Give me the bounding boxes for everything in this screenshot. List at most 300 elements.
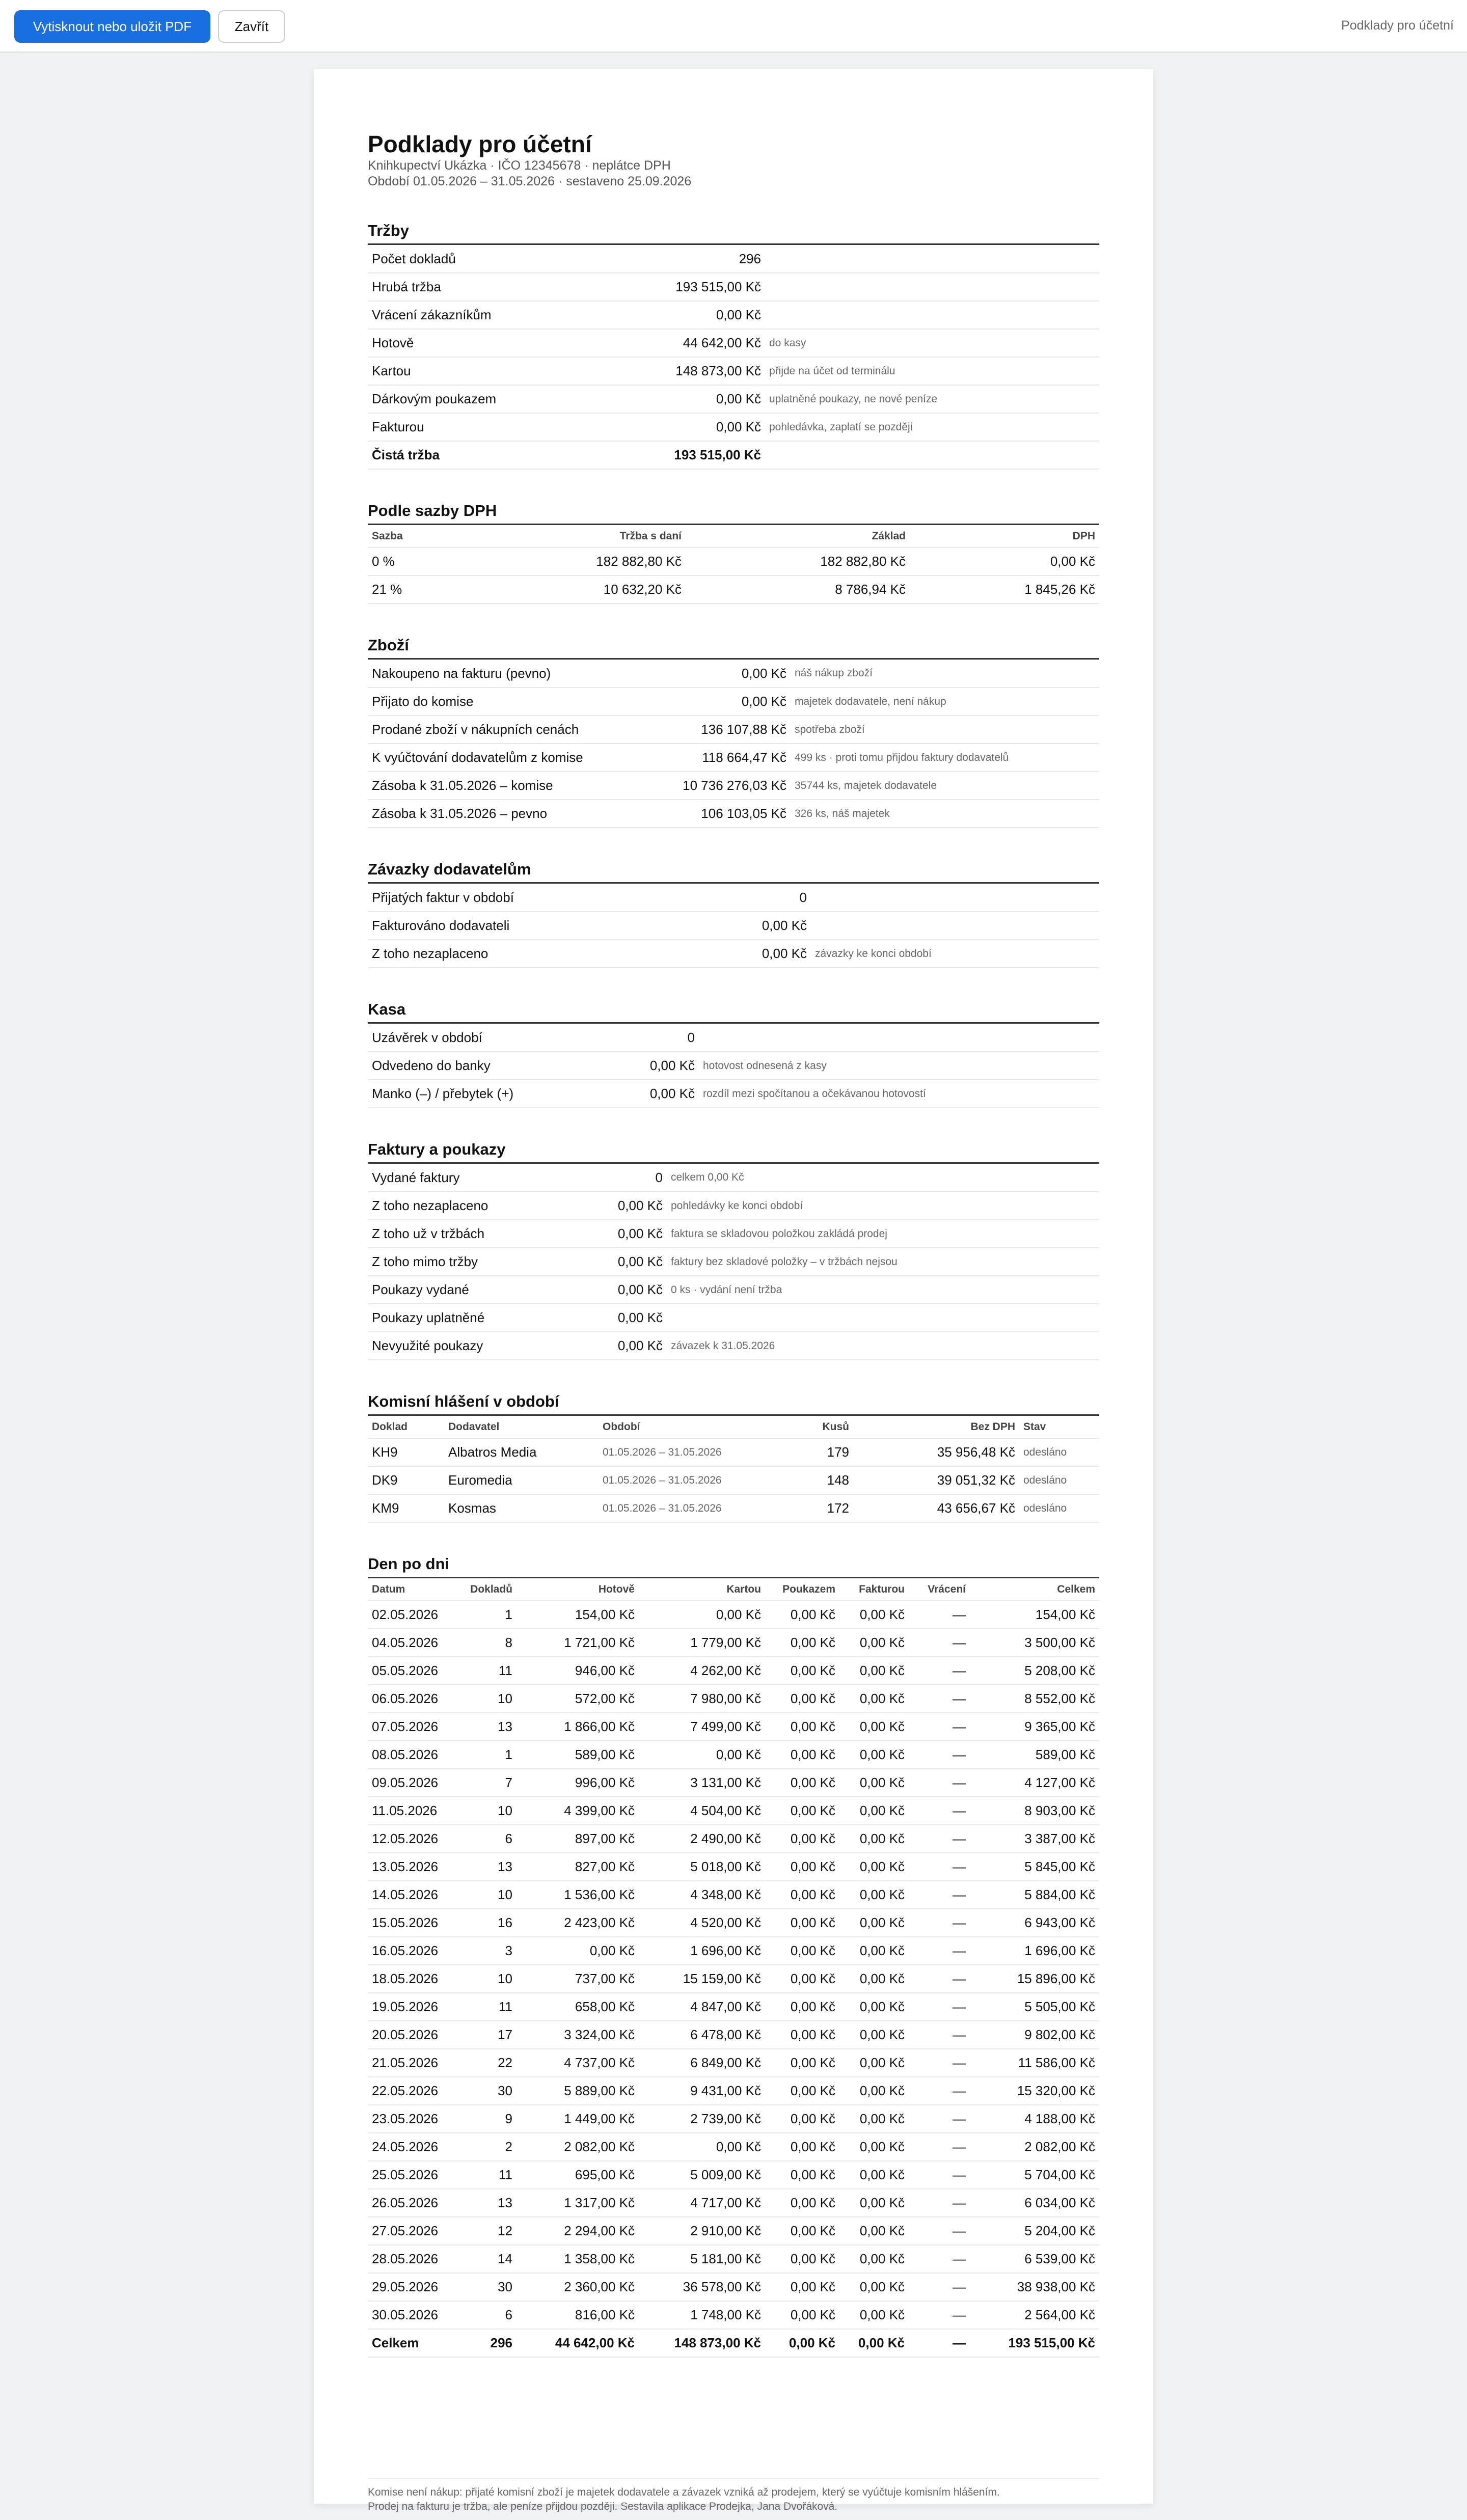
- den-cell: 15 896,00 Kč: [970, 1965, 1099, 1993]
- den-cell: 154,00 Kč: [970, 1601, 1099, 1629]
- zavazky-row-label: Přijatých faktur v období: [368, 884, 707, 912]
- trzby-row: [368, 441, 1099, 469]
- zavazky-row-label: Z toho nezaplaceno: [368, 940, 707, 968]
- den-cell: —: [909, 2217, 970, 2245]
- trzby-row: [368, 329, 1099, 357]
- zavazky-row-value: 0,00 Kč: [707, 912, 811, 940]
- den-cell: 25.05.2026: [368, 2161, 457, 2189]
- dph-cell: 10 632,20 Kč: [512, 576, 686, 604]
- komise-cell: 39 051,32 Kč: [853, 1466, 1019, 1494]
- trzby-row-value: 148 873,00 Kč: [656, 357, 765, 385]
- trzby-row-label: Dárkovým poukazem: [368, 385, 656, 413]
- den-cell: 10: [457, 1881, 517, 1909]
- komise-cell: 01.05.2026 – 31.05.2026: [599, 1438, 796, 1466]
- den-cell: 7: [457, 1769, 517, 1797]
- den-cell: 0,00 Kč: [765, 1825, 839, 1853]
- den-cell: 11: [457, 1657, 517, 1685]
- den-cell: 10: [457, 1797, 517, 1825]
- faktury-row-label: Vydané faktury: [368, 1164, 582, 1192]
- den-cell: 1 696,00 Kč: [970, 1937, 1099, 1965]
- trzby-row-label: Počet dokladů: [368, 245, 656, 273]
- den-cell: 2 294,00 Kč: [517, 2217, 639, 2245]
- trzby-row-value: 0,00 Kč: [656, 301, 765, 329]
- kasa-row-label: Uzávěrek v období: [368, 1024, 613, 1052]
- dph-cell: 0 %: [368, 547, 512, 576]
- den-cell: 0,00 Kč: [765, 1685, 839, 1713]
- den-cell: 7 499,00 Kč: [639, 1713, 765, 1741]
- faktury-row-note: celkem 0,00 Kč: [667, 1164, 1099, 1192]
- den-cell: 15 159,00 Kč: [639, 1965, 765, 1993]
- den-cell: 11.05.2026: [368, 1797, 457, 1825]
- den-cell: 9: [457, 2105, 517, 2133]
- den-total-cell: Celkem: [368, 2329, 457, 2357]
- den-cell: 0,00 Kč: [839, 2077, 909, 2105]
- zbozi-row-note: majetek dodavatele, není nákup: [791, 688, 1099, 716]
- section-title-kasa: Kasa: [368, 1000, 1099, 1024]
- den-cell: 1 866,00 Kč: [517, 1713, 639, 1741]
- den-table-row: [368, 2049, 1099, 2077]
- den-cell: 2 564,00 Kč: [970, 2301, 1099, 2329]
- section-title-faktury: Faktury a poukazy: [368, 1140, 1099, 1164]
- den-table-row: [368, 2077, 1099, 2105]
- den-cell: 5 181,00 Kč: [639, 2245, 765, 2273]
- den-cell: 1 748,00 Kč: [639, 2301, 765, 2329]
- den-table-row: [368, 1601, 1099, 1629]
- trzby-row-note: [765, 273, 1099, 301]
- den-cell: —: [909, 2273, 970, 2301]
- den-cell: 05.05.2026: [368, 1657, 457, 1685]
- den-cell: 0,00 Kč: [839, 1797, 909, 1825]
- den-cell: 0,00 Kč: [765, 2189, 839, 2217]
- komise-column-header: Kusů: [796, 1416, 853, 1438]
- zavazky-row-note: [811, 912, 1099, 940]
- den-total-row: [368, 2329, 1099, 2357]
- faktury-row-note: 0 ks · vydání není tržba: [667, 1276, 1099, 1304]
- den-cell: 0,00 Kč: [839, 1937, 909, 1965]
- komise-cell: 148: [796, 1466, 853, 1494]
- komise-cell: 35 956,48 Kč: [853, 1438, 1019, 1466]
- den-cell: 3 324,00 Kč: [517, 2021, 639, 2049]
- komise-cell: 01.05.2026 – 31.05.2026: [599, 1466, 796, 1494]
- zbozi-row-value: 106 103,05 Kč: [663, 800, 791, 828]
- zbozi-row-note: 35744 ks, majetek dodavatele: [791, 772, 1099, 800]
- den-cell: 4 127,00 Kč: [970, 1769, 1099, 1797]
- komise-header-row: [368, 1416, 1099, 1438]
- den-cell: 04.05.2026: [368, 1629, 457, 1657]
- den-cell: 0,00 Kč: [839, 1909, 909, 1937]
- den-cell: 0,00 Kč: [839, 1769, 909, 1797]
- faktury-row-label: Poukazy uplatněné: [368, 1304, 582, 1332]
- komise-cell: KH9: [368, 1438, 444, 1466]
- den-cell: —: [909, 1769, 970, 1797]
- den-cell: 30: [457, 2077, 517, 2105]
- den-table-row: [368, 2021, 1099, 2049]
- den-cell: 0,00 Kč: [765, 1797, 839, 1825]
- den-cell: 08.05.2026: [368, 1741, 457, 1769]
- faktury-row: [368, 1192, 1099, 1220]
- den-cell: —: [909, 2301, 970, 2329]
- komise-cell: 172: [796, 1494, 853, 1522]
- trzby-row: [368, 357, 1099, 385]
- den-cell: 0,00 Kč: [765, 1993, 839, 2021]
- dph-cell: 1 845,26 Kč: [910, 576, 1099, 604]
- zbozi-row: [368, 744, 1099, 772]
- den-table-row: [368, 2105, 1099, 2133]
- den-cell: —: [909, 1937, 970, 1965]
- kasa-row-label: Odvedeno do banky: [368, 1052, 613, 1080]
- kasa-row: [368, 1080, 1099, 1108]
- trzby-row-note: [765, 301, 1099, 329]
- komise-column-header: Bez DPH: [853, 1416, 1019, 1438]
- faktury-row-label: Z toho nezaplaceno: [368, 1192, 582, 1220]
- den-cell: 6 478,00 Kč: [639, 2021, 765, 2049]
- den-cell: 1 721,00 Kč: [517, 1629, 639, 1657]
- den-cell: 0,00 Kč: [839, 1965, 909, 1993]
- den-cell: 6 034,00 Kč: [970, 2189, 1099, 2217]
- den-cell: 0,00 Kč: [765, 1657, 839, 1685]
- den-cell: 4 737,00 Kč: [517, 2049, 639, 2077]
- komise-column-header: Období: [599, 1416, 796, 1438]
- dph-table-row: [368, 576, 1099, 604]
- den-cell: —: [909, 1853, 970, 1881]
- den-cell: 589,00 Kč: [517, 1741, 639, 1769]
- faktury-row-label: Z toho už v tržbách: [368, 1220, 582, 1248]
- den-cell: 4 188,00 Kč: [970, 2105, 1099, 2133]
- section-title-komise: Komisní hlášení v období: [368, 1392, 1099, 1416]
- den-cell: 154,00 Kč: [517, 1601, 639, 1629]
- den-cell: 5 505,00 Kč: [970, 1993, 1099, 2021]
- den-cell: 30.05.2026: [368, 2301, 457, 2329]
- kasa-row-note: [699, 1024, 1099, 1052]
- trzby-table: [368, 245, 1099, 470]
- den-cell: —: [909, 1657, 970, 1685]
- den-cell: 02.05.2026: [368, 1601, 457, 1629]
- den-cell: 996,00 Kč: [517, 1769, 639, 1797]
- den-table-row: [368, 2189, 1099, 2217]
- den-cell: 5 704,00 Kč: [970, 2161, 1099, 2189]
- den-cell: —: [909, 2021, 970, 2049]
- dph-cell: 8 786,94 Kč: [686, 576, 910, 604]
- den-cell: 0,00 Kč: [839, 2189, 909, 2217]
- den-cell: 0,00 Kč: [765, 1965, 839, 1993]
- trzby-row-label: Hrubá tržba: [368, 273, 656, 301]
- zbozi-row: [368, 660, 1099, 688]
- den-cell: 13: [457, 2189, 517, 2217]
- den-cell: 6 849,00 Kč: [639, 2049, 765, 2077]
- den-table-row: [368, 1741, 1099, 1769]
- faktury-row-note: [667, 1304, 1099, 1332]
- den-cell: —: [909, 1713, 970, 1741]
- den-cell: 4 348,00 Kč: [639, 1881, 765, 1909]
- den-total-cell: 44 642,00 Kč: [517, 2329, 639, 2357]
- den-cell: 38 938,00 Kč: [970, 2273, 1099, 2301]
- den-cell: 0,00 Kč: [765, 1601, 839, 1629]
- zbozi-row: [368, 772, 1099, 800]
- trzby-row-value: 44 642,00 Kč: [656, 329, 765, 357]
- komise-table-row: [368, 1438, 1099, 1466]
- dph-column-header: Sazba: [368, 525, 512, 547]
- komise-cell: odesláno: [1019, 1438, 1099, 1466]
- komise-cell: Euromedia: [444, 1466, 599, 1494]
- den-total-cell: 193 515,00 Kč: [970, 2329, 1099, 2357]
- report-subtitle-company: Knihkupectví Ukázka · IČO 12345678 · neplátce DPH: [368, 158, 671, 173]
- faktury-row: [368, 1220, 1099, 1248]
- den-cell: —: [909, 2189, 970, 2217]
- faktury-row: [368, 1304, 1099, 1332]
- den-cell: 0,00 Kč: [765, 2049, 839, 2077]
- zbozi-row-label: Zásoba k 31.05.2026 – pevno: [368, 800, 663, 828]
- den-cell: 7 980,00 Kč: [639, 1685, 765, 1713]
- den-cell: 22: [457, 2049, 517, 2077]
- den-cell: —: [909, 1797, 970, 1825]
- den-cell: 3 500,00 Kč: [970, 1629, 1099, 1657]
- den-cell: 0,00 Kč: [839, 2301, 909, 2329]
- den-table-row: [368, 1881, 1099, 1909]
- den-table-row: [368, 1713, 1099, 1741]
- den-cell: 3 387,00 Kč: [970, 1825, 1099, 1853]
- den-cell: 0,00 Kč: [639, 1741, 765, 1769]
- den-cell: 5 009,00 Kč: [639, 2161, 765, 2189]
- zavazky-row: [368, 884, 1099, 912]
- kasa-row: [368, 1052, 1099, 1080]
- den-table-row: [368, 2273, 1099, 2301]
- den-total-cell: 148 873,00 Kč: [639, 2329, 765, 2357]
- den-cell: 8 903,00 Kč: [970, 1797, 1099, 1825]
- den-table-row: [368, 1629, 1099, 1657]
- komise-column-header: Doklad: [368, 1416, 444, 1438]
- den-cell: —: [909, 2133, 970, 2161]
- faktury-row-note: pohledávky ke konci období: [667, 1192, 1099, 1220]
- trzby-row-label: Čistá tržba: [368, 441, 656, 469]
- den-column-header: Hotově: [517, 1578, 639, 1601]
- den-cell: —: [909, 1993, 970, 2021]
- den-cell: 0,00 Kč: [765, 1769, 839, 1797]
- den-table-row: [368, 2133, 1099, 2161]
- zbozi-table: [368, 660, 1099, 828]
- faktury-row-value: 0,00 Kč: [582, 1248, 667, 1276]
- den-cell: 24.05.2026: [368, 2133, 457, 2161]
- den-cell: —: [909, 2245, 970, 2273]
- den-cell: 0,00 Kč: [765, 1853, 839, 1881]
- den-cell: —: [909, 1685, 970, 1713]
- trzby-row-label: Fakturou: [368, 413, 656, 441]
- den-cell: 0,00 Kč: [765, 1629, 839, 1657]
- den-cell: 26.05.2026: [368, 2189, 457, 2217]
- den-cell: 6 943,00 Kč: [970, 1909, 1099, 1937]
- komise-cell: odesláno: [1019, 1466, 1099, 1494]
- den-cell: 946,00 Kč: [517, 1657, 639, 1685]
- zavazky-row-label: Fakturováno dodavateli: [368, 912, 707, 940]
- kasa-row-note: rozdíl mezi spočítanou a očekávanou hotovostí: [699, 1080, 1099, 1108]
- zbozi-row-label: Zásoba k 31.05.2026 – komise: [368, 772, 663, 800]
- den-cell: 572,00 Kč: [517, 1685, 639, 1713]
- den-cell: 5 204,00 Kč: [970, 2217, 1099, 2245]
- zavazky-row-value: 0: [707, 884, 811, 912]
- close-button[interactable]: Zavřít: [218, 10, 285, 43]
- faktury-row-value: 0,00 Kč: [582, 1332, 667, 1360]
- den-cell: 0,00 Kč: [839, 1881, 909, 1909]
- zavazky-row: [368, 912, 1099, 940]
- komise-cell: KM9: [368, 1494, 444, 1522]
- den-cell: 3 131,00 Kč: [639, 1769, 765, 1797]
- den-cell: 2 910,00 Kč: [639, 2217, 765, 2245]
- den-column-header: Poukazem: [765, 1578, 839, 1601]
- den-cell: —: [909, 1965, 970, 1993]
- den-cell: 0,00 Kč: [839, 2021, 909, 2049]
- dph-column-header: Základ: [686, 525, 910, 547]
- den-cell: 0,00 Kč: [839, 1685, 909, 1713]
- den-cell: 0,00 Kč: [765, 1909, 839, 1937]
- komise-table-row: [368, 1494, 1099, 1522]
- kasa-row-value: 0,00 Kč: [613, 1080, 699, 1108]
- den-cell: 36 578,00 Kč: [639, 2273, 765, 2301]
- den-cell: —: [909, 1881, 970, 1909]
- den-cell: 4 847,00 Kč: [639, 1993, 765, 2021]
- kasa-row-value: 0,00 Kč: [613, 1052, 699, 1080]
- footer-line-2: Prodej na fakturu je tržba, ale peníze přijdou později. Sestavila aplikace Prodejka, Jana Dvořáková.: [368, 2501, 838, 2512]
- den-table-row: [368, 1769, 1099, 1797]
- den-cell: 2: [457, 2133, 517, 2161]
- den-cell: 28.05.2026: [368, 2245, 457, 2273]
- den-total-cell: 0,00 Kč: [765, 2329, 839, 2357]
- den-cell: 0,00 Kč: [839, 1853, 909, 1881]
- report-footer: [368, 2478, 1099, 2514]
- den-cell: 3: [457, 1937, 517, 1965]
- zbozi-row-label: Nakoupeno na fakturu (pevno): [368, 660, 663, 688]
- den-cell: 8 552,00 Kč: [970, 1685, 1099, 1713]
- den-cell: 12.05.2026: [368, 1825, 457, 1853]
- den-cell: 0,00 Kč: [839, 1657, 909, 1685]
- den-cell: 816,00 Kč: [517, 2301, 639, 2329]
- trzby-row-note: [765, 441, 1099, 469]
- trzby-row-value: 0,00 Kč: [656, 413, 765, 441]
- faktury-row: [368, 1332, 1099, 1360]
- den-cell: 0,00 Kč: [765, 1937, 839, 1965]
- den-cell: 13: [457, 1713, 517, 1741]
- den-cell: 9 802,00 Kč: [970, 2021, 1099, 2049]
- den-cell: —: [909, 2049, 970, 2077]
- report-subtitle-period: Období 01.05.2026 – 31.05.2026 · sestaveno 25.09.2026: [368, 174, 692, 188]
- report-page: [314, 69, 1153, 2512]
- den-cell: 10: [457, 1965, 517, 1993]
- den-cell: 0,00 Kč: [839, 2105, 909, 2133]
- den-cell: —: [909, 1825, 970, 1853]
- den-total-cell: —: [909, 2329, 970, 2357]
- section-title-zavazky: Závazky dodavatelům: [368, 860, 1099, 884]
- print-pdf-button[interactable]: Vytisknout nebo uložit PDF: [14, 10, 210, 43]
- den-cell: 13.05.2026: [368, 1853, 457, 1881]
- trzby-row-note: do kasy: [765, 329, 1099, 357]
- dph-column-header: DPH: [910, 525, 1099, 547]
- den-cell: 0,00 Kč: [639, 2133, 765, 2161]
- den-cell: 5 884,00 Kč: [970, 1881, 1099, 1909]
- toolbar: [0, 0, 1467, 53]
- den-cell: 6: [457, 1825, 517, 1853]
- trzby-row-label: Vrácení zákazníkům: [368, 301, 656, 329]
- den-cell: 18.05.2026: [368, 1965, 457, 1993]
- trzby-row-value: 193 515,00 Kč: [656, 441, 765, 469]
- den-cell: 0,00 Kč: [765, 2273, 839, 2301]
- komise-cell: 43 656,67 Kč: [853, 1494, 1019, 1522]
- den-table-row: [368, 2245, 1099, 2273]
- den-cell: 09.05.2026: [368, 1769, 457, 1797]
- den-cell: 1 317,00 Kč: [517, 2189, 639, 2217]
- zbozi-row-note: spotřeba zboží: [791, 716, 1099, 744]
- den-cell: 0,00 Kč: [839, 2245, 909, 2273]
- den-column-header: Kartou: [639, 1578, 765, 1601]
- den-cell: 5 845,00 Kč: [970, 1853, 1099, 1881]
- den-cell: 0,00 Kč: [839, 2217, 909, 2245]
- den-cell: —: [909, 1629, 970, 1657]
- zbozi-row: [368, 716, 1099, 744]
- den-table-row: [368, 1937, 1099, 1965]
- den-cell: 0,00 Kč: [839, 2133, 909, 2161]
- den-cell: 0,00 Kč: [765, 2217, 839, 2245]
- komise-cell: Kosmas: [444, 1494, 599, 1522]
- den-cell: 0,00 Kč: [765, 2133, 839, 2161]
- den-table-row: [368, 1657, 1099, 1685]
- dph-header-row: [368, 525, 1099, 547]
- den-cell: 13: [457, 1853, 517, 1881]
- den-cell: 22.05.2026: [368, 2077, 457, 2105]
- zbozi-row-value: 136 107,88 Kč: [663, 716, 791, 744]
- trzby-row-value: 296: [656, 245, 765, 273]
- den-table-row: [368, 1825, 1099, 1853]
- section-title-zbozi: Zboží: [368, 636, 1099, 660]
- den-table-row: [368, 1965, 1099, 1993]
- den-cell: 1 449,00 Kč: [517, 2105, 639, 2133]
- den-cell: 2 490,00 Kč: [639, 1825, 765, 1853]
- den-cell: 2 082,00 Kč: [517, 2133, 639, 2161]
- den-cell: 6 539,00 Kč: [970, 2245, 1099, 2273]
- faktury-row-value: 0,00 Kč: [582, 1304, 667, 1332]
- zbozi-row-value: 10 736 276,03 Kč: [663, 772, 791, 800]
- trzby-row-label: Hotově: [368, 329, 656, 357]
- den-cell: —: [909, 1601, 970, 1629]
- den-cell: 12: [457, 2217, 517, 2245]
- zbozi-row-value: 118 664,47 Kč: [663, 744, 791, 772]
- den-table-row: [368, 1685, 1099, 1713]
- den-cell: 6: [457, 2301, 517, 2329]
- dph-table-row: [368, 547, 1099, 576]
- komise-cell: DK9: [368, 1466, 444, 1494]
- den-cell: 0,00 Kč: [765, 2077, 839, 2105]
- den-cell: 16.05.2026: [368, 1937, 457, 1965]
- report-content: [368, 130, 1099, 2512]
- zbozi-row-note: 499 ks · proti tomu přijdou faktury dodavatelů: [791, 744, 1099, 772]
- faktury-row-note: faktury bez skladové položky – v tržbách nejsou: [667, 1248, 1099, 1276]
- trzby-row: [368, 245, 1099, 273]
- zbozi-row-label: K vyúčtování dodavatelům z komise: [368, 744, 663, 772]
- faktury-row: [368, 1276, 1099, 1304]
- dph-table: [368, 525, 1099, 604]
- den-header-row: [368, 1578, 1099, 1601]
- den-table-row: [368, 2217, 1099, 2245]
- kasa-row-value: 0: [613, 1024, 699, 1052]
- trzby-row-value: 0,00 Kč: [656, 385, 765, 413]
- den-cell: —: [909, 2161, 970, 2189]
- trzby-row-note: [765, 245, 1099, 273]
- den-cell: 15 320,00 Kč: [970, 2077, 1099, 2105]
- zavazky-row-note: [811, 884, 1099, 912]
- den-column-header: Celkem: [970, 1578, 1099, 1601]
- faktury-row-value: 0,00 Kč: [582, 1220, 667, 1248]
- trzby-row-note: uplatněné poukazy, ne nové peníze: [765, 385, 1099, 413]
- dph-cell: 0,00 Kč: [910, 547, 1099, 576]
- faktury-row-value: 0,00 Kč: [582, 1276, 667, 1304]
- den-cell: 4 504,00 Kč: [639, 1797, 765, 1825]
- den-cell: 5 208,00 Kč: [970, 1657, 1099, 1685]
